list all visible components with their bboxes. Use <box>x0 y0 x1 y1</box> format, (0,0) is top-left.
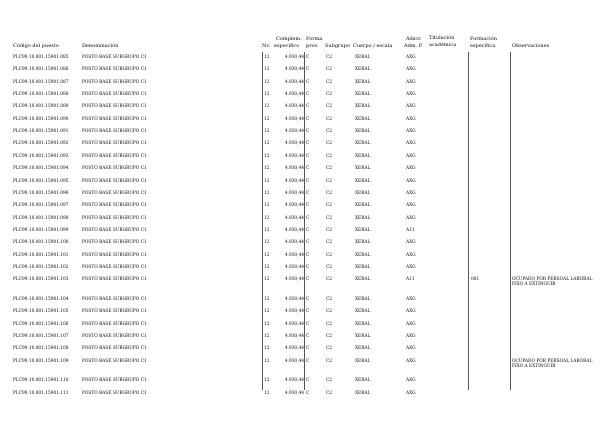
cell-nv: 12 <box>264 116 270 122</box>
table-row <box>0 274 615 294</box>
cell-cuerpo: XERAL <box>355 227 371 233</box>
cell-complem: 4.930,44 <box>284 264 304 270</box>
cell-nv: 12 <box>264 346 270 352</box>
cell-complem: 4.930,44 <box>284 240 304 246</box>
table-row <box>0 163 615 175</box>
cell-codigo: PLC99.10.001.15901.102 <box>13 264 69 270</box>
cell-nv: 12 <box>264 252 270 258</box>
cell-nv: 12 <box>264 55 270 60</box>
cell-cuerpo: XERAL <box>355 296 371 302</box>
cell-denominacion: POSTO BASE SUBGRUPO C1 <box>82 378 147 384</box>
cell-nv: 12 <box>264 240 270 246</box>
cell-denominacion: POSTO BASE SUBGRUPO C1 <box>82 252 147 258</box>
cell-cuerpo: XERAL <box>355 240 371 246</box>
cell-cuerpo: XERAL <box>355 203 371 209</box>
cell-nv: 12 <box>264 92 270 98</box>
cell-forma: C <box>306 390 310 396</box>
cell-complem: 4.930,44 <box>284 378 304 384</box>
cell-subgrupo: C2 <box>326 92 333 98</box>
cell-nv: 12 <box>264 227 270 233</box>
cell-forma: C <box>306 153 310 159</box>
cell-adscr: AXG <box>406 264 416 270</box>
cell-adscr: AXG <box>406 333 416 339</box>
cell-cuerpo: XERAL <box>355 358 371 364</box>
cell-codigo: PLC99.10.001.15901.107 <box>13 333 69 339</box>
cell-forma: C <box>306 55 310 60</box>
cell-forma: C <box>306 166 310 172</box>
cell-subgrupo: C2 <box>326 104 333 110</box>
cell-subgrupo: C2 <box>326 390 333 396</box>
cell-denominacion: POSTO BASE SUBGRUPO C1 <box>82 166 147 172</box>
cell-codigo: PLC99.10.001.15901.096 <box>13 190 69 196</box>
cell-complem: 4.930,44 <box>284 79 304 85</box>
cell-nv: 12 <box>264 129 270 135</box>
header-complem-bottom: específico <box>274 43 300 49</box>
cell-denominacion: POSTO BASE SUBGRUPO C1 <box>82 321 147 327</box>
cell-forma: C <box>306 358 310 364</box>
cell-forma: C <box>306 67 310 73</box>
cell-cuerpo: XERAL <box>355 264 371 270</box>
cell-denominacion: POSTO BASE SUBGRUPO C1 <box>82 203 147 209</box>
cell-subgrupo: C2 <box>326 203 333 209</box>
table-row <box>0 188 615 200</box>
cell-adscr: A11 <box>406 227 415 233</box>
cell-subgrupo: C2 <box>326 346 333 352</box>
cell-nv: 12 <box>264 277 270 283</box>
cell-adscr: AXG <box>406 92 416 98</box>
header-observaciones: Observaciones <box>512 43 550 49</box>
cell-codigo: PLC99.10.001.15901.089 <box>13 104 69 110</box>
cell-denominacion: POSTO BASE SUBGRUPO C1 <box>82 79 147 85</box>
cell-forma: C <box>306 141 310 147</box>
table-row <box>0 64 615 76</box>
cell-codigo: PLC99.10.001.15901.106 <box>13 321 69 327</box>
cell-subgrupo: C2 <box>326 55 333 60</box>
cell-nv: 12 <box>264 309 270 315</box>
cell-adscr: AXG <box>406 116 416 122</box>
cell-nv: 12 <box>264 190 270 196</box>
cell-subgrupo: C2 <box>326 141 333 147</box>
cell-complem: 4.930,44 <box>284 92 304 98</box>
header-titulacion-bottom: académica <box>429 42 457 48</box>
table-row <box>0 319 615 331</box>
table-row <box>0 200 615 212</box>
cell-codigo: PLC99.10.001.15901.097 <box>13 203 69 209</box>
cell-adscr: AXG <box>406 141 416 147</box>
table-row <box>0 77 615 89</box>
cell-cuerpo: XERAL <box>355 215 371 221</box>
cell-adscr: AXG <box>406 178 416 184</box>
cell-codigo: PLC99.10.001.15901.101 <box>13 252 69 258</box>
cell-adscr: AXG <box>406 215 416 221</box>
cell-adscr: AXG <box>406 296 416 302</box>
cell-subgrupo: C2 <box>326 215 333 221</box>
header-forma-bottom: prov. <box>306 43 319 49</box>
cell-nv: 12 <box>264 79 270 85</box>
cell-nv: 12 <box>264 215 270 221</box>
cell-codigo: PLC99.10.001.15901.090 <box>13 116 69 122</box>
cell-nv: 12 <box>264 166 270 172</box>
cell-forma: C <box>306 240 310 246</box>
header-adscr-bottom: Adm. P. <box>404 43 423 49</box>
header-formacion-bottom: específica <box>470 43 496 49</box>
cell-nv: 12 <box>264 390 270 396</box>
cell-nv: 12 <box>264 333 270 339</box>
cell-codigo: PLC99.10.001.15901.091 <box>13 129 69 135</box>
cell-complem: 4.930,44 <box>284 203 304 209</box>
header-subgrupo: Subgrupo <box>325 43 350 49</box>
cell-adscr: AXG <box>406 309 416 315</box>
cell-denominacion: POSTO BASE SUBGRUPO C1 <box>82 104 147 110</box>
cell-codigo: PLC99.10.001.15901.108 <box>13 346 69 352</box>
table-row <box>0 343 615 355</box>
header-forma-top: Forma <box>306 36 323 42</box>
cell-subgrupo: C2 <box>326 190 333 196</box>
cell-forma: C <box>306 252 310 258</box>
cell-forma: C <box>306 129 310 135</box>
header-codigo: Código del puesto <box>13 43 59 49</box>
cell-cuerpo: XERAL <box>355 277 371 283</box>
cell-observaciones: OCUPADO POR PERSOAL LABORAL FIXO A EXTINGUIR <box>512 277 593 288</box>
cell-cuerpo: XERAL <box>355 129 371 135</box>
cell-complem: 4.930,44 <box>284 296 304 302</box>
cell-nv: 12 <box>264 67 270 73</box>
table-row <box>0 250 615 262</box>
table-row <box>0 213 615 225</box>
cell-forma: C <box>306 92 310 98</box>
table-row <box>0 388 615 400</box>
cell-denominacion: POSTO BASE SUBGRUPO C1 <box>82 92 147 98</box>
cell-complem: 4.930,44 <box>284 67 304 73</box>
cell-subgrupo: C2 <box>326 321 333 327</box>
cell-forma: C <box>306 309 310 315</box>
cell-denominacion: POSTO BASE SUBGRUPO C1 <box>82 333 147 339</box>
table-row <box>0 114 615 126</box>
cell-cuerpo: XERAL <box>355 116 371 122</box>
table-row <box>0 126 615 138</box>
cell-nv: 12 <box>264 141 270 147</box>
cell-codigo: PLC99.10.001.15901.104 <box>13 296 69 302</box>
table-row <box>0 101 615 113</box>
cell-complem: 4.930,44 <box>284 277 304 283</box>
cell-cuerpo: XERAL <box>355 55 371 60</box>
cell-adscr: A11 <box>406 277 415 283</box>
cell-complem: 4.930,44 <box>284 129 304 135</box>
cell-subgrupo: C2 <box>326 67 333 73</box>
header-complem-top: Complem. <box>276 36 302 42</box>
cell-codigo: PLC99.10.001.15901.093 <box>13 153 69 159</box>
cell-cuerpo: XERAL <box>355 153 371 159</box>
cell-denominacion: POSTO BASE SUBGRUPO C1 <box>82 116 147 122</box>
cell-complem: 4.930,44 <box>284 190 304 196</box>
table-row <box>0 225 615 237</box>
cell-codigo: PLC99.10.001.15901.099 <box>13 227 69 233</box>
cell-nv: 12 <box>264 203 270 209</box>
cell-codigo: PLC99.10.001.15901.086 <box>13 67 69 73</box>
cell-complem: 4.930,44 <box>284 390 304 396</box>
cell-adscr: AXG <box>406 390 416 396</box>
cell-complem: 4.930,44 <box>284 55 304 60</box>
cell-formacion: 081 <box>471 277 480 283</box>
cell-complem: 4.930,44 <box>284 227 304 233</box>
cell-denominacion: POSTO BASE SUBGRUPO C1 <box>82 129 147 135</box>
cell-nv: 12 <box>264 104 270 110</box>
table-row <box>0 89 615 101</box>
cell-complem: 4.930,44 <box>284 333 304 339</box>
cell-forma: C <box>306 178 310 184</box>
cell-adscr: AXG <box>406 346 416 352</box>
cell-denominacion: POSTO BASE SUBGRUPO C1 <box>82 240 147 246</box>
cell-cuerpo: XERAL <box>355 92 371 98</box>
cell-forma: C <box>306 321 310 327</box>
header-nv: Nv. <box>262 43 271 49</box>
cell-codigo: PLC99.10.001.15901.100 <box>13 240 69 246</box>
cell-nv: 12 <box>264 378 270 384</box>
cell-nv: 12 <box>264 264 270 270</box>
cell-adscr: AXG <box>406 104 416 110</box>
cell-cuerpo: XERAL <box>355 346 371 352</box>
header-formacion-top: Formación <box>470 36 497 42</box>
cell-denominacion: POSTO BASE SUBGRUPO C1 <box>82 67 147 73</box>
cell-forma: C <box>306 215 310 221</box>
cell-forma: C <box>306 277 310 283</box>
cell-nv: 12 <box>264 296 270 302</box>
header-adscr-top: Adscr. <box>406 36 422 42</box>
cell-codigo: PLC99.10.001.15901.094 <box>13 166 69 172</box>
cell-complem: 4.930,44 <box>284 309 304 315</box>
cell-codigo: PLC99.10.001.15901.111 <box>13 390 69 396</box>
cell-complem: 4.930,44 <box>284 178 304 184</box>
cell-subgrupo: C2 <box>326 227 333 233</box>
cell-denominacion: POSTO BASE SUBGRUPO C1 <box>82 296 147 302</box>
cell-complem: 4.930,44 <box>284 116 304 122</box>
cell-cuerpo: XERAL <box>355 321 371 327</box>
cell-denominacion: POSTO BASE SUBGRUPO C1 <box>82 346 147 352</box>
cell-adscr: AXG <box>406 55 416 60</box>
cell-forma: C <box>306 116 310 122</box>
cell-denominacion: POSTO BASE SUBGRUPO C1 <box>82 227 147 233</box>
header-denominacion: Denominación <box>82 43 119 49</box>
cell-cuerpo: XERAL <box>355 252 371 258</box>
table-row <box>0 306 615 318</box>
cell-adscr: AXG <box>406 153 416 159</box>
cell-subgrupo: C2 <box>326 153 333 159</box>
cell-denominacion: POSTO BASE SUBGRUPO C1 <box>82 55 147 60</box>
cell-subgrupo: C2 <box>326 252 333 258</box>
cell-nv: 12 <box>264 153 270 159</box>
cell-subgrupo: C2 <box>326 79 333 85</box>
cell-adscr: AXG <box>406 79 416 85</box>
cell-complem: 4.930,44 <box>284 104 304 110</box>
cell-adscr: AXG <box>406 240 416 246</box>
cell-codigo: PLC99.10.001.15901.105 <box>13 309 69 315</box>
table-row <box>0 375 615 387</box>
cell-adscr: AXG <box>406 252 416 258</box>
cell-complem: 4.930,44 <box>284 252 304 258</box>
cell-forma: C <box>306 203 310 209</box>
cell-codigo: PLC99.10.001.15901.085 <box>13 55 69 60</box>
cell-subgrupo: C2 <box>326 129 333 135</box>
cell-subgrupo: C2 <box>326 277 333 283</box>
cell-cuerpo: XERAL <box>355 79 371 85</box>
cell-denominacion: POSTO BASE SUBGRUPO C1 <box>82 190 147 196</box>
cell-subgrupo: C2 <box>326 178 333 184</box>
cell-cuerpo: XERAL <box>355 390 371 396</box>
cell-cuerpo: XERAL <box>355 141 371 147</box>
cell-complem: 4.930,44 <box>284 141 304 147</box>
cell-codigo: PLC99.10.001.15901.092 <box>13 141 69 147</box>
cell-forma: C <box>306 378 310 384</box>
cell-cuerpo: XERAL <box>355 309 371 315</box>
cell-subgrupo: C2 <box>326 333 333 339</box>
cell-subgrupo: C2 <box>326 309 333 315</box>
table-row <box>0 52 615 64</box>
cell-denominacion: POSTO BASE SUBGRUPO C1 <box>82 358 147 364</box>
cell-denominacion: POSTO BASE SUBGRUPO C1 <box>82 178 147 184</box>
cell-cuerpo: XERAL <box>355 166 371 172</box>
cell-cuerpo: XERAL <box>355 67 371 73</box>
cell-denominacion: POSTO BASE SUBGRUPO C1 <box>82 277 147 283</box>
table-row <box>0 262 615 274</box>
cell-forma: C <box>306 227 310 233</box>
cell-forma: C <box>306 79 310 85</box>
cell-adscr: AXG <box>406 378 416 384</box>
table-row <box>0 237 615 249</box>
cell-adscr: AXG <box>406 166 416 172</box>
cell-cuerpo: XERAL <box>355 178 371 184</box>
cell-forma: C <box>306 296 310 302</box>
cell-codigo: PLC99.10.001.15901.088 <box>13 92 69 98</box>
cell-denominacion: POSTO BASE SUBGRUPO C1 <box>82 390 147 396</box>
cell-complem: 4.930,44 <box>284 321 304 327</box>
cell-subgrupo: C2 <box>326 166 333 172</box>
cell-complem: 4.930,44 <box>284 153 304 159</box>
cell-cuerpo: XERAL <box>355 104 371 110</box>
cell-nv: 12 <box>264 321 270 327</box>
cell-subgrupo: C2 <box>326 116 333 122</box>
cell-subgrupo: C2 <box>326 240 333 246</box>
cell-adscr: AXG <box>406 321 416 327</box>
table-row <box>0 331 615 343</box>
cell-cuerpo: XERAL <box>355 190 371 196</box>
cell-forma: C <box>306 333 310 339</box>
cell-adscr: AXG <box>406 67 416 73</box>
cell-subgrupo: C2 <box>326 378 333 384</box>
header-cuerpo: Cuerpo / escala <box>353 43 393 49</box>
table-row <box>0 294 615 306</box>
cell-forma: C <box>306 346 310 352</box>
cell-observaciones: OCUPADO POR PERSOAL LABORAL FIXO A EXTINGUIR <box>512 358 593 369</box>
cell-codigo: PLC99.10.001.15901.098 <box>13 215 69 221</box>
cell-complem: 4.930,44 <box>284 358 304 364</box>
table-row <box>0 151 615 163</box>
cell-complem: 4.930,44 <box>284 346 304 352</box>
cell-forma: C <box>306 104 310 110</box>
cell-nv: 12 <box>264 358 270 364</box>
table-row <box>0 356 615 376</box>
cell-cuerpo: XERAL <box>355 378 371 384</box>
cell-codigo: PLC99.10.001.15901.110 <box>13 378 69 384</box>
cell-cuerpo: XERAL <box>355 333 371 339</box>
cell-codigo: PLC99.10.001.15901.095 <box>13 178 69 184</box>
cell-denominacion: POSTO BASE SUBGRUPO C1 <box>82 309 147 315</box>
cell-complem: 4.930,44 <box>284 166 304 172</box>
cell-denominacion: POSTO BASE SUBGRUPO C1 <box>82 153 147 159</box>
cell-forma: C <box>306 264 310 270</box>
cell-complem: 4.930,44 <box>284 215 304 221</box>
cell-denominacion: POSTO BASE SUBGRUPO C1 <box>82 215 147 221</box>
cell-denominacion: POSTO BASE SUBGRUPO C1 <box>82 264 147 270</box>
cell-adscr: AXG <box>406 190 416 196</box>
header-titulacion-top: Titulación <box>429 35 455 41</box>
cell-codigo: PLC99.10.001.15901.087 <box>13 79 69 85</box>
cell-nv: 12 <box>264 178 270 184</box>
cell-subgrupo: C2 <box>326 264 333 270</box>
table-row <box>0 138 615 150</box>
cell-denominacion: POSTO BASE SUBGRUPO C1 <box>82 141 147 147</box>
cell-codigo: PLC99.10.001.15901.109 <box>13 358 69 364</box>
cell-subgrupo: C2 <box>326 358 333 364</box>
cell-codigo: PLC99.10.001.15901.103 <box>13 277 69 283</box>
cell-subgrupo: C2 <box>326 296 333 302</box>
cell-adscr: AXG <box>406 358 416 364</box>
cell-adscr: AXG <box>406 129 416 135</box>
cell-forma: C <box>306 190 310 196</box>
table-row <box>0 176 615 188</box>
cell-adscr: AXG <box>406 203 416 209</box>
